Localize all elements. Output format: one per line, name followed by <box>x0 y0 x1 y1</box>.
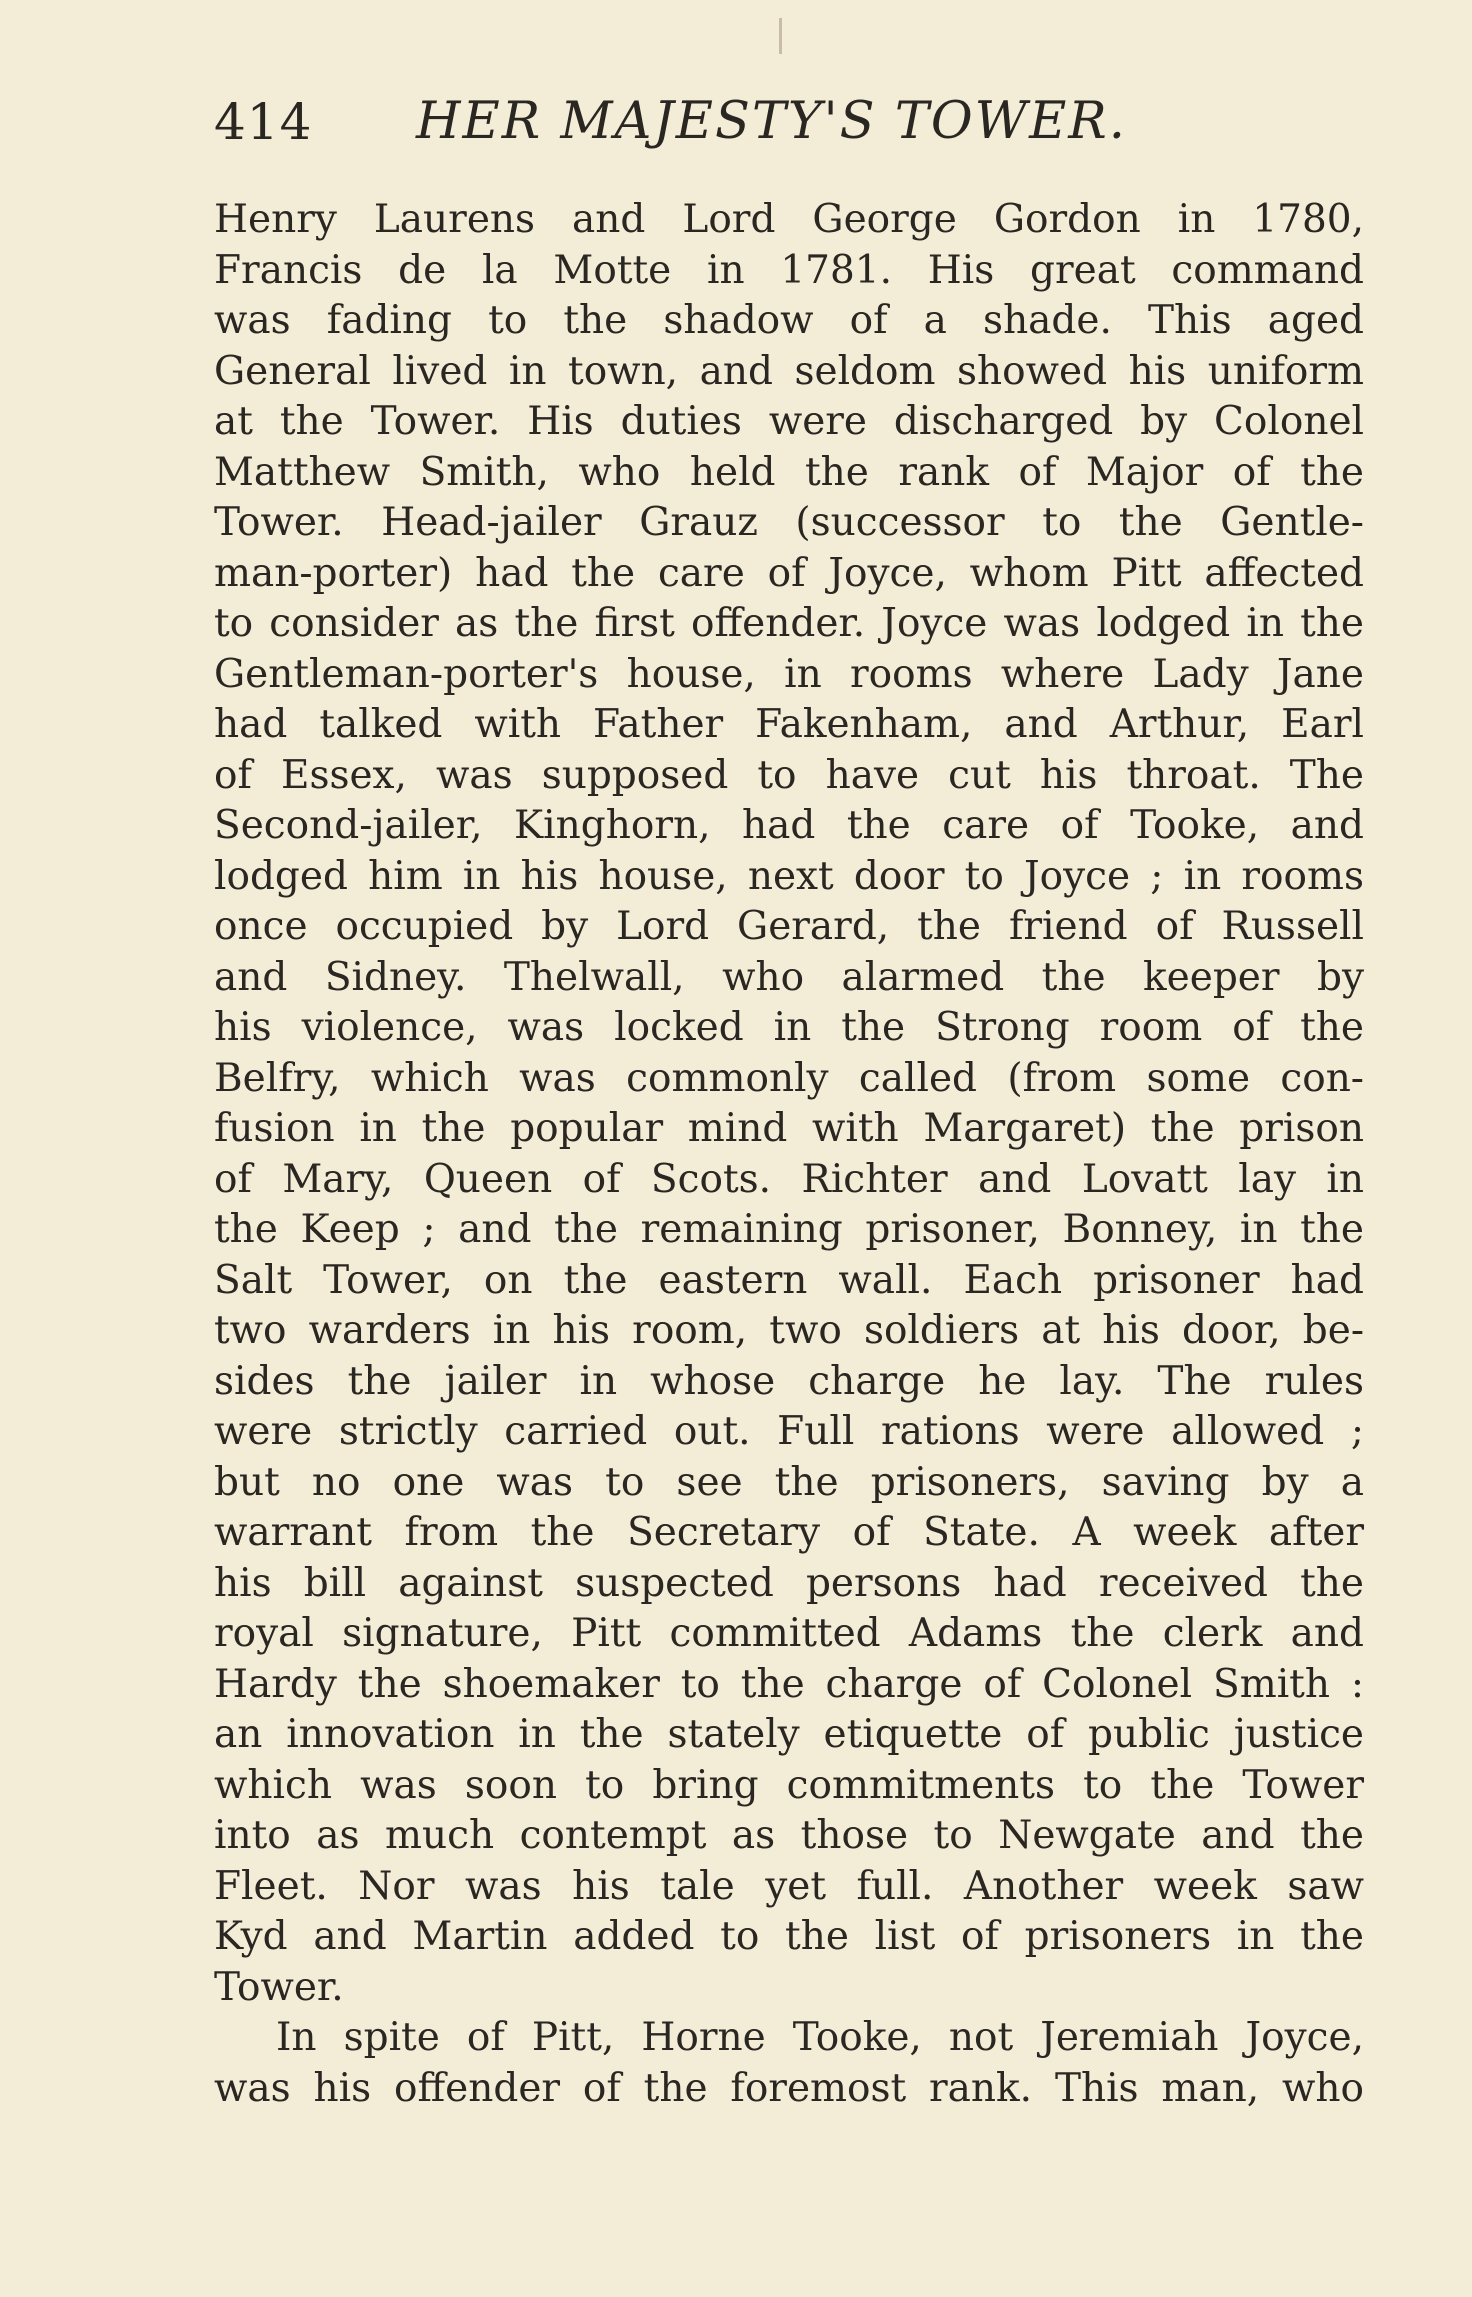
text-line: Tower. <box>214 1964 344 2010</box>
text-line: but no one was to see the prisoners, saving by a <box>214 1459 1364 1505</box>
text-line: was fading to the shadow of a shade. This aged <box>214 298 1364 343</box>
text-line: had talked with Father Fakenham, and Arthur, Earl <box>214 702 1364 747</box>
text-line: Fleet. Nor was his tale yet full. Another week saw <box>214 1863 1364 1909</box>
text-line: Henry Laurens and Lord George Gordon in 1780, <box>214 197 1364 242</box>
text-line: General lived in town, and seldom showed his uniform <box>214 348 1364 394</box>
text-line: once occupied by Lord Gerard, the friend of Russell <box>214 904 1364 949</box>
text-line: of Mary, Queen of Scots. Richter and Lovatt lay in <box>214 1156 1364 1202</box>
text-line: lodged him in his house, next door to Joyce ; in rooms <box>214 853 1364 899</box>
text-line: Francis de la Motte in 1781. His great command <box>214 247 1364 293</box>
text-line: was his offender of the foremost rank. This man, who <box>214 2065 1364 2111</box>
text-line: an innovation in the stately etiquette of public justice <box>214 1712 1364 1757</box>
text-line: man-porter) had the care of Joyce, whom Pitt affected <box>214 550 1364 596</box>
text-line: into as much contempt as those to Newgate and the <box>214 1813 1364 1858</box>
page-number: 414 <box>214 93 313 151</box>
text-line: royal signature, Pitt committed Adams the clerk and <box>214 1611 1364 1656</box>
running-title: HER MAJESTY'S TOWER. <box>416 92 1127 151</box>
text-line: Kyd and Martin added to the list of prisoners in the <box>214 1914 1364 1959</box>
text-line: Salt Tower, on the eastern wall. Each prisoner had <box>214 1257 1364 1303</box>
text-line: the Keep ; and the remaining prisoner, Bonney, in the <box>214 1207 1364 1252</box>
text-line: Gentleman-porter's house, in rooms where Lady Jane <box>214 651 1364 697</box>
text-line: and Sidney. Thelwall, who alarmed the keeper by <box>214 954 1364 1000</box>
text-line: sides the jailer in whose charge he lay. The rules <box>214 1358 1364 1404</box>
text-line: his bill against suspected persons had received the <box>214 1560 1364 1606</box>
text-line: Matthew Smith, who held the rank of Major of the <box>214 449 1364 495</box>
text-line: to consider as the first offender. Joyce was lodged in the <box>214 601 1364 646</box>
text-line: warrant from the Secretary of State. A week after <box>214 1510 1364 1555</box>
body-text <box>214 195 1364 2114</box>
text-line: two warders in his room, two soldiers at his door, be- <box>214 1308 1364 1353</box>
text-line: fusion in the popular mind with Margaret) the prison <box>214 1106 1364 1151</box>
paper-mark <box>779 18 782 54</box>
text-line: Hardy the shoemaker to the charge of Colonel Smith : <box>214 1661 1364 1707</box>
text-line: of Essex, was supposed to have cut his throat. The <box>214 752 1364 798</box>
text-line: at the Tower. His duties were discharged by Colonel <box>214 399 1364 444</box>
text-line: Tower. Head-jailer Grauz (successor to the Gentle- <box>214 500 1364 545</box>
text-line: Second-jailer, Kinghorn, had the care of Tooke, and <box>214 803 1364 848</box>
text-line: were strictly carried out. Full rations were allowed ; <box>214 1409 1364 1454</box>
text-line: In spite of Pitt, Horne Tooke, not Jeremiah Joyce, <box>276 2015 1364 2060</box>
text-line: which was soon to bring commitments to the Tower <box>214 1762 1364 1808</box>
text-line: his violence, was locked in the Strong room of the <box>214 1005 1364 1050</box>
text-line: Belfry, which was commonly called (from some con- <box>214 1055 1364 1101</box>
